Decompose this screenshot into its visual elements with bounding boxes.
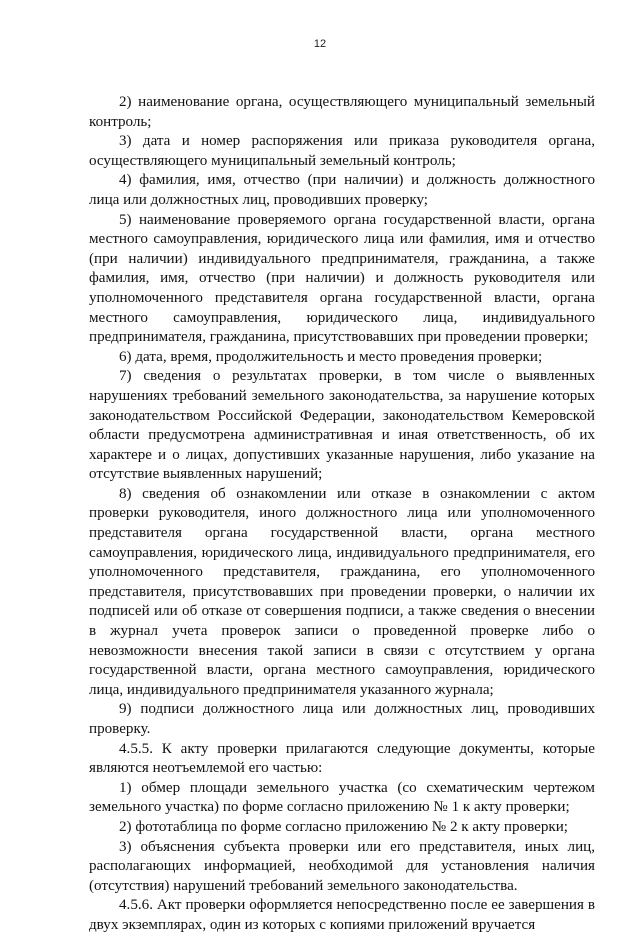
document-body: [89, 93, 595, 936]
paragraph-item-2: 2) наименование органа, осуществляющего муниципальный земельный контроль;: [89, 94, 595, 130]
paragraph-attachment-2: 2) фототаблица по форме согласно приложению № 2 к акту проверки;: [119, 818, 568, 835]
paragraph-item-6: 6) дата, время, продолжительность и место проведения проверки;: [119, 348, 543, 365]
paragraph-item-8: 8) сведения об ознакомлении или отказе в ознакомлении с актом проверки руководителя, иного должностного лица или уполномоченного представителя органа государственной власти, органа местного самоуправления, юридического лица, индивидуального предпринимателя, его уполномоченного представителя, гражданина, его уполномоченного представителя, присутствовавших при проведении проверки, о наличии их подписей или об отказе от совершения подписи, а также сведения о внесении в журнал учета проверок записи о проведенной проверке либо о невозможности внесения такой записи в связи с отсутствием у органа государственной власти, органа местного самоуправления, юридического лица, индивидуального предпринимателя указанного журнала;: [89, 485, 595, 698]
paragraph-attachment-3: 3) объяснения субъекта проверки или его представителя, иных лиц, располагающих информацией, необходимой для установления наличия (отсутствия) нарушений требований земельного законодательства.: [89, 838, 595, 894]
paragraph-item-3: 3) дата и номер распоряжения или приказа руководителя органа, осуществляющего муниципальный земельный контроль;: [89, 133, 595, 169]
paragraph-item-9: 9) подписи должностного лица или должностных лиц, проводивших проверку.: [89, 701, 595, 737]
paragraph-item-4: 4) фамилия, имя, отчество (при наличии) и должность должностного лица или должностных лиц, проводивших проверку;: [89, 172, 595, 208]
paragraph-4-5-6: 4.5.6. Акт проверки оформляется непосредственно после ее завершения в двух экземплярах, один из которых с копиями приложений вручается: [89, 897, 595, 933]
paragraph-4-5-5: 4.5.5. К акту проверки прилагаются следующие документы, которые являются неотъемлемой его частью:: [89, 740, 595, 777]
page-number: 12: [313, 38, 327, 50]
paragraph-attachment-1: 1) обмер площади земельного участка (со схематическим чертежом земельного участка) по форме согласно приложению № 1 к акту проверки;: [89, 779, 595, 816]
paragraph-item-5: 5) наименование проверяемого органа государственной власти, органа местного самоуправления, юридического лица или фамилия, имя и отчество (при наличии) индивидуального предпринимателя, гражданина, а также фамилия, имя, отчество (при наличии) и должность руководителя или уполномоченного представителя органа государственной власти, органа местного самоуправления, юридического лица, индивидуального предпринимателя, гражданина, присутствовавших при проведении проверки;: [89, 211, 595, 346]
paragraph-item-7: 7) сведения о результатах проверки, в том числе о выявленных нарушениях требований земельного законодательства, за нарушение которых законодательством Российской Федерации, законодательством Кемеровской области предусмотрена административная и иная ответственность, об их характере и о лицах, допустивших указанные нарушения, либо указание на отсутствие выявленных нарушений;: [89, 368, 595, 483]
